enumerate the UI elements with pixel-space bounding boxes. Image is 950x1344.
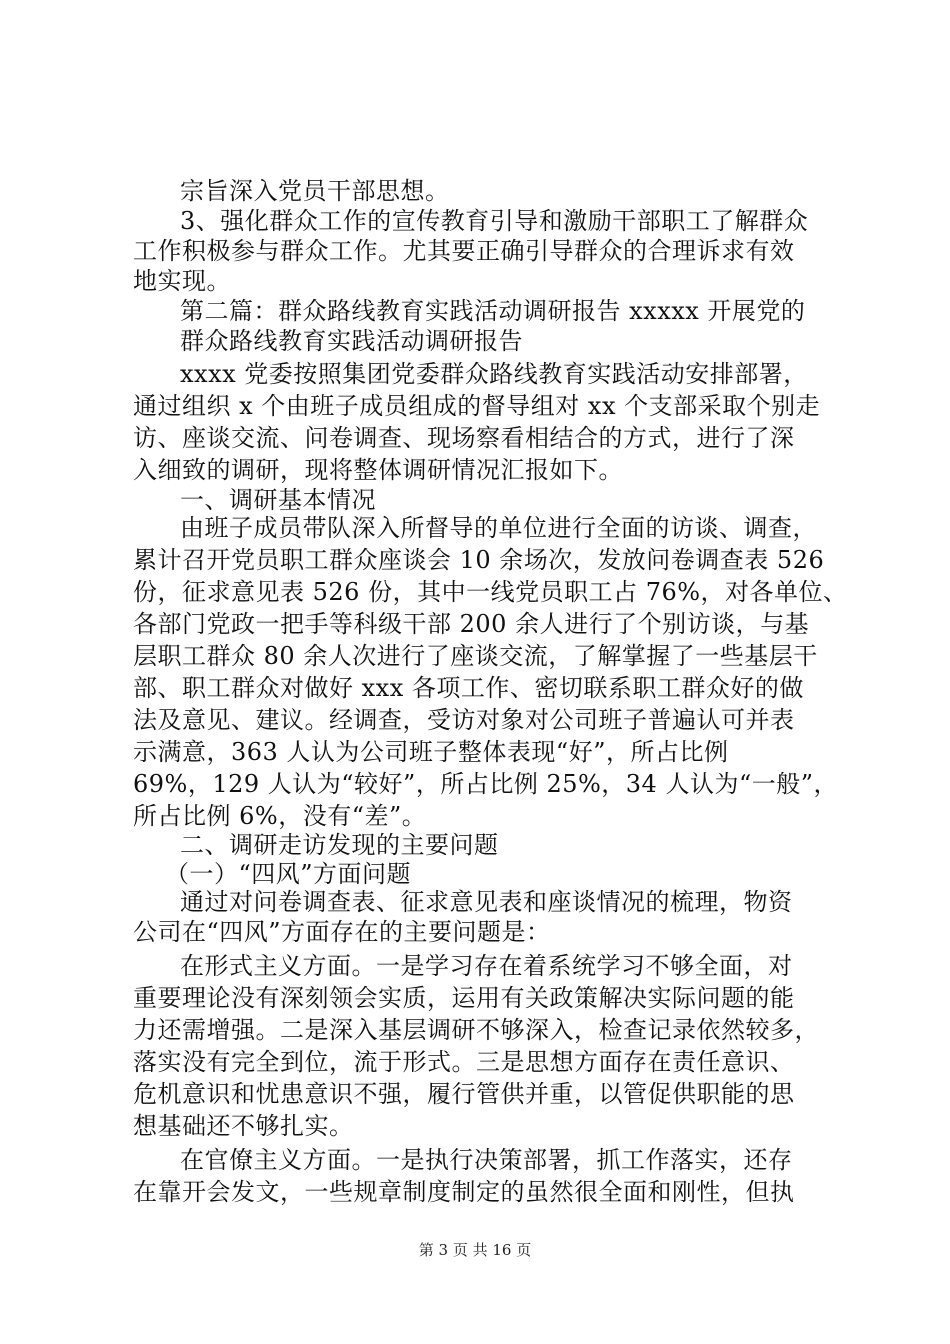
- text-line-26: 在形式主义方面。一是学习存在着系统学习不够全面，对: [180, 952, 793, 980]
- text-line-8: 通过组织 x 个由班子成员组成的督导组对 xx 个支部采取个别走: [133, 392, 821, 420]
- text-line-3: 工作积极参与群众工作。尤其要正确引导群众的合理诉求有效: [133, 237, 795, 265]
- text-line-17: 部、职工群众对做好 xxx 各项工作、密切联系职工群众好的做: [133, 674, 804, 702]
- text-line-1: 宗旨深入党员干部思想。: [180, 177, 450, 205]
- text-line-12: 由班子成员带队深入所督导的单位进行全面的访谈、调查，: [180, 514, 817, 542]
- text-line-9: 访、座谈交流、问卷调查、现场察看相结合的方式，进行了深: [133, 424, 795, 452]
- text-line-13: 累计召开党员职工群众座谈会 10 余场次，发放问卷调查表 526: [133, 546, 825, 574]
- text-line-28: 力还需增强。二是深入基层调研不够深入，检查记录依然较多，: [133, 1016, 819, 1044]
- heading-four-styles: （一）“四风”方面问题: [165, 860, 412, 888]
- text-line-30: 危机意识和忧患意识不强，履行管供并重，以管促供职能的思: [133, 1080, 795, 1108]
- text-line-31: 想基础还不够扎实。: [133, 1112, 354, 1140]
- text-line-25: 公司在“四风”方面存在的主要问题是：: [133, 918, 551, 946]
- text-line-7: xxxx 党委按照集团党委群众路线教育实践活动安排部署，: [180, 360, 808, 388]
- text-line-2: 3、强化群众工作的宣传教育引导和激励干部职工了解群众: [180, 207, 809, 235]
- text-line-29: 落实没有完全到位，流于形式。三是思想方面存在责任意识、: [133, 1048, 795, 1076]
- heading-basic-situation: 一、调研基本情况: [180, 486, 376, 514]
- text-line-14: 份，征求意见表 526 份，其中一线党员职工占 76%，对各单位、: [133, 578, 848, 606]
- text-line-4: 地实现。: [133, 267, 231, 295]
- heading-main-problems: 二、调研走访发现的主要问题: [180, 831, 499, 859]
- text-line-33: 在靠开会发文，一些规章制度制定的虽然很全面和刚性，但执: [133, 1178, 795, 1206]
- text-line-32: 在官僚主义方面。一是执行决策部署，抓工作落实，还存: [180, 1146, 793, 1174]
- section-title-line-1: 第二篇：群众路线教育实践活动调研报告 xxxxx 开展党的: [180, 297, 806, 325]
- section-title-line-2: 群众路线教育实践活动调研报告: [180, 327, 523, 355]
- page-number-footer: 第 3 页 共 16 页: [418, 1241, 532, 1259]
- text-line-20: 69%，129 人认为“较好”，所占比例 25%，34 人认为“一般”，: [133, 770, 838, 798]
- text-line-10: 入细致的调研，现将整体调研情况汇报如下。: [133, 456, 623, 484]
- text-line-24: 通过对问卷调查表、征求意见表和座谈情况的梳理，物资: [180, 888, 793, 916]
- text-line-18: 法及意见、建议。经调查，受访对象对公司班子普遍认可并表: [133, 706, 795, 734]
- text-line-21: 所占比例 6%，没有“差”。: [133, 802, 427, 830]
- text-line-15: 各部门党政一把手等科级干部 200 余人进行了个别访谈，与基: [133, 610, 810, 638]
- text-line-19: 示满意，363 人认为公司班子整体表现“好”，所占比例: [133, 738, 729, 766]
- text-line-16: 层职工群众 80 余人次进行了座谈交流，了解掌握了一些基层干: [133, 642, 818, 670]
- text-line-27: 重要理论没有深刻领会实质，运用有关政策解决实际问题的能: [133, 984, 795, 1012]
